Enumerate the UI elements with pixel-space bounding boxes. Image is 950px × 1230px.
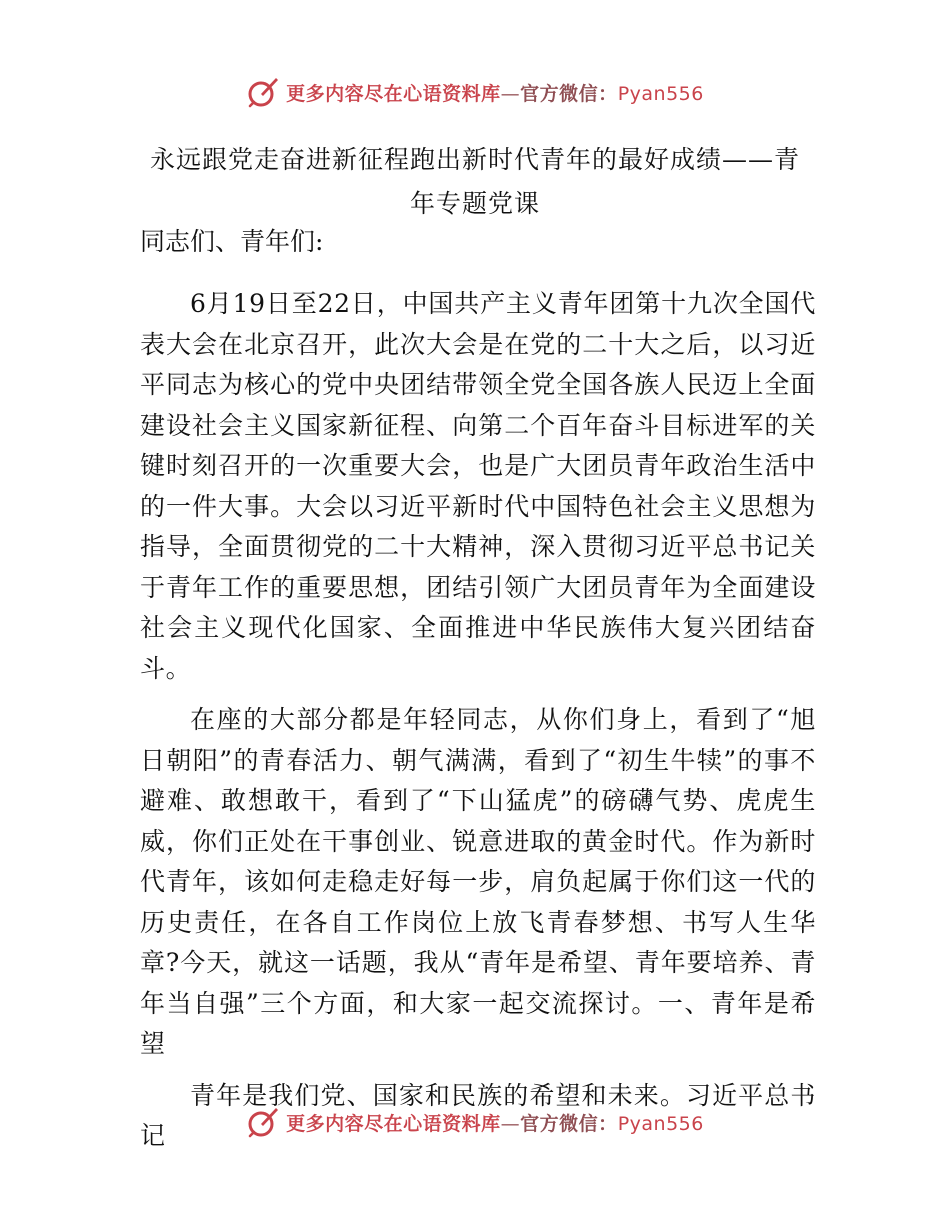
document-title: 永远跟党走奋进新征程跑出新时代青年的最好成绩——青年专题党课 bbox=[149, 145, 800, 218]
quill-logo-icon bbox=[246, 1105, 280, 1139]
watermark-separator: — bbox=[500, 82, 521, 105]
watermark-main-text: 更多内容尽在心语资料库 bbox=[286, 82, 501, 105]
watermark-wechat-label: 官方微信： bbox=[520, 1112, 618, 1135]
paragraph-1: 6月19日至22日，中国共产主义青年团第十九次全国代表大会在北京召开，此次大会是在党的二十大之后，以习近平同志为核心的党中央团结带领全党全国各族人民迈上全面建设社会主义国家新征程、向第二个百年奋斗目标进军的关键时刻召开的一次重要大会，也是广大团员青年政治生活中的一件大事。大会以习近平新时代中国特色社会主义思想为指导，全面贯彻党的二十大精神，深入贯彻习近平总书记关于青年工作的重要思想，团结引领广大团员青年为全面建设社会主义现代化国家、全面推进中华民族伟大复兴团结奋斗。 bbox=[140, 289, 816, 683]
quill-logo-icon bbox=[246, 75, 280, 109]
watermark-wechat-label: 官方微信： bbox=[520, 82, 618, 105]
watermark-wechat-id: Pyan556 bbox=[617, 82, 704, 105]
watermark-wechat-id: Pyan556 bbox=[617, 1112, 704, 1135]
header-watermark bbox=[0, 72, 950, 112]
footer-watermark bbox=[0, 1102, 950, 1142]
watermark-text bbox=[286, 79, 704, 106]
paragraph-2: 在座的大部分都是年轻同志，从你们身上，看到了“旭日朝阳”的青春活力、朝气满满，看到了“初生牛犊”的事不避难、敢想敢干，看到了“下山猛虎”的磅礴气势、虎虎生威，你们正处在干事创业、锐意进取的黄金时代。作为新时代青年，该如何走稳走好每一步，肩负起属于你们这一代的历史责任，在各自工作岗位上放飞青春梦想、书写人生华章?今天，就这一话题，我从“青年是希望、青年要培养、青年当自强”三个方面，和大家一起交流探讨。一、青年是希望 bbox=[140, 705, 816, 1058]
document-body bbox=[140, 284, 816, 1168]
watermark-group bbox=[246, 75, 704, 109]
watermark-separator: — bbox=[500, 1112, 521, 1135]
watermark-text bbox=[286, 1109, 704, 1136]
salutation: 同志们、青年们: bbox=[140, 227, 324, 256]
watermark-group bbox=[246, 1105, 704, 1139]
watermark-main-text: 更多内容尽在心语资料库 bbox=[286, 1112, 501, 1135]
paragraph-3: 青年是我们党、国家和民族的希望和未来。习近平总书记 bbox=[140, 1080, 816, 1150]
